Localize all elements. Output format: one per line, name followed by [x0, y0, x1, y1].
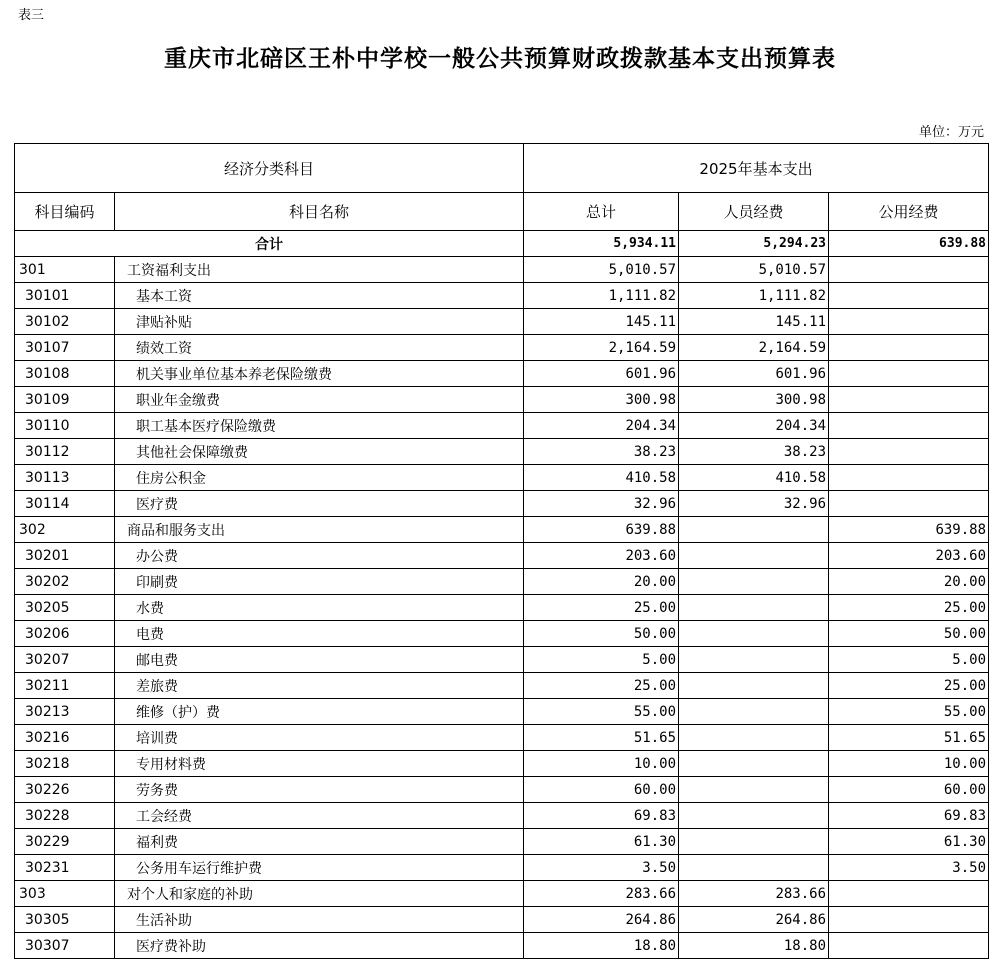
- row-public: 639.88: [829, 517, 989, 543]
- row-name: 工资福利支出: [115, 257, 524, 283]
- row-code: 30229: [15, 829, 115, 855]
- table-row: [15, 283, 989, 309]
- row-personnel: [679, 751, 829, 777]
- row-total: 283.66: [524, 881, 679, 907]
- row-personnel: [679, 725, 829, 751]
- row-public: 51.65: [829, 725, 989, 751]
- row-code: 30228: [15, 803, 115, 829]
- row-code: 30113: [15, 465, 115, 491]
- row-public: 20.00: [829, 569, 989, 595]
- row-total: 5,010.57: [524, 257, 679, 283]
- row-personnel: 38.23: [679, 439, 829, 465]
- row-personnel: 264.86: [679, 907, 829, 933]
- table-row: [15, 465, 989, 491]
- row-personnel: 145.11: [679, 309, 829, 335]
- row-name: 医疗费补助: [115, 933, 524, 959]
- row-code: 30205: [15, 595, 115, 621]
- table-row: [15, 543, 989, 569]
- row-personnel: 300.98: [679, 387, 829, 413]
- table-row: [15, 257, 989, 283]
- table-row: [15, 803, 989, 829]
- unit-label: 单位：万元: [918, 125, 984, 140]
- row-total: 1,111.82: [524, 283, 679, 309]
- row-name: 职业年金缴费: [115, 387, 524, 413]
- row-public: [829, 907, 989, 933]
- row-code: 30307: [15, 933, 115, 959]
- row-public: [829, 361, 989, 387]
- row-code: 30218: [15, 751, 115, 777]
- row-code: 30305: [15, 907, 115, 933]
- row-personnel: [679, 517, 829, 543]
- row-personnel: 601.96: [679, 361, 829, 387]
- budget-table: [14, 143, 989, 959]
- row-code: 30213: [15, 699, 115, 725]
- table-row: [15, 361, 989, 387]
- row-code: 30231: [15, 855, 115, 881]
- table-row: [15, 751, 989, 777]
- table-row: [15, 647, 989, 673]
- row-total: 3.50: [524, 855, 679, 881]
- table-row: [15, 491, 989, 517]
- row-public: 69.83: [829, 803, 989, 829]
- row-public: [829, 439, 989, 465]
- row-public: 25.00: [829, 673, 989, 699]
- row-public: [829, 283, 989, 309]
- row-code: 303: [15, 881, 115, 907]
- row-total: 51.65: [524, 725, 679, 751]
- header-row-columns: [15, 193, 989, 231]
- row-public: [829, 933, 989, 959]
- row-code: 30110: [15, 413, 115, 439]
- header-total: 总计: [524, 193, 679, 231]
- row-personnel: 2,164.59: [679, 335, 829, 361]
- table-row: [15, 595, 989, 621]
- header-name: 科目名称: [115, 193, 524, 231]
- row-total: 264.86: [524, 907, 679, 933]
- row-public: [829, 387, 989, 413]
- row-code: 30206: [15, 621, 115, 647]
- row-personnel: [679, 621, 829, 647]
- row-name: 生活补助: [115, 907, 524, 933]
- table-row: [15, 413, 989, 439]
- row-personnel: 204.34: [679, 413, 829, 439]
- row-code: 30107: [15, 335, 115, 361]
- row-personnel: 283.66: [679, 881, 829, 907]
- row-total: 50.00: [524, 621, 679, 647]
- row-total: 410.58: [524, 465, 679, 491]
- row-total: 32.96: [524, 491, 679, 517]
- row-total: 10.00: [524, 751, 679, 777]
- row-name: 住房公积金: [115, 465, 524, 491]
- row-public: 5.00: [829, 647, 989, 673]
- row-public: 60.00: [829, 777, 989, 803]
- row-public: 55.00: [829, 699, 989, 725]
- table-row: [15, 517, 989, 543]
- table-row: [15, 699, 989, 725]
- total-label: 合计: [15, 231, 524, 257]
- table-row: [15, 335, 989, 361]
- table-row: [15, 933, 989, 959]
- row-personnel: [679, 673, 829, 699]
- table-row: [15, 829, 989, 855]
- row-code: 30226: [15, 777, 115, 803]
- table-row: [15, 907, 989, 933]
- row-personnel: [679, 855, 829, 881]
- row-public: [829, 465, 989, 491]
- row-code: 30101: [15, 283, 115, 309]
- page-title: 重庆市北碚区王朴中学校一般公共预算财政拨款基本支出预算表: [164, 45, 836, 72]
- row-total: 5.00: [524, 647, 679, 673]
- row-public: [829, 309, 989, 335]
- row-public: [829, 335, 989, 361]
- table-row: [15, 569, 989, 595]
- table-row: [15, 309, 989, 335]
- row-name: 工会经费: [115, 803, 524, 829]
- row-public: 50.00: [829, 621, 989, 647]
- row-personnel: [679, 647, 829, 673]
- row-name: 机关事业单位基本养老保险缴费: [115, 361, 524, 387]
- header-code: 科目编码: [15, 193, 115, 231]
- table-number-label: 表三: [18, 8, 45, 23]
- header-personnel: 人员经费: [679, 193, 829, 231]
- row-public: 3.50: [829, 855, 989, 881]
- row-personnel: 18.80: [679, 933, 829, 959]
- header-basic-expenditure: 2025年基本支出: [524, 144, 989, 193]
- total-row: [15, 231, 989, 257]
- row-personnel: [679, 699, 829, 725]
- row-total: 25.00: [524, 595, 679, 621]
- row-personnel: [679, 777, 829, 803]
- row-name: 对个人和家庭的补助: [115, 881, 524, 907]
- row-total: 639.88: [524, 517, 679, 543]
- row-total: 203.60: [524, 543, 679, 569]
- row-code: 301: [15, 257, 115, 283]
- row-name: 其他社会保障缴费: [115, 439, 524, 465]
- row-name: 水费: [115, 595, 524, 621]
- row-code: 30201: [15, 543, 115, 569]
- row-personnel: 5,010.57: [679, 257, 829, 283]
- header-row-group: [15, 144, 989, 193]
- row-total: 300.98: [524, 387, 679, 413]
- row-name: 商品和服务支出: [115, 517, 524, 543]
- row-public: 25.00: [829, 595, 989, 621]
- total-personnel: 5,294.23: [679, 231, 829, 257]
- row-code: 30112: [15, 439, 115, 465]
- row-personnel: 410.58: [679, 465, 829, 491]
- total-public: 639.88: [829, 231, 989, 257]
- row-name: 劳务费: [115, 777, 524, 803]
- row-name: 办公费: [115, 543, 524, 569]
- table-row: [15, 855, 989, 881]
- row-total: 38.23: [524, 439, 679, 465]
- row-public: 10.00: [829, 751, 989, 777]
- row-name: 职工基本医疗保险缴费: [115, 413, 524, 439]
- row-public: [829, 413, 989, 439]
- row-public: [829, 491, 989, 517]
- row-name: 电费: [115, 621, 524, 647]
- row-public: 203.60: [829, 543, 989, 569]
- row-total: 61.30: [524, 829, 679, 855]
- row-personnel: [679, 543, 829, 569]
- row-code: 30216: [15, 725, 115, 751]
- row-code: 30202: [15, 569, 115, 595]
- row-name: 津贴补贴: [115, 309, 524, 335]
- row-personnel: 32.96: [679, 491, 829, 517]
- header-public: 公用经费: [829, 193, 989, 231]
- row-public: [829, 257, 989, 283]
- row-name: 绩效工资: [115, 335, 524, 361]
- row-total: 2,164.59: [524, 335, 679, 361]
- row-code: 30109: [15, 387, 115, 413]
- row-name: 邮电费: [115, 647, 524, 673]
- row-total: 601.96: [524, 361, 679, 387]
- row-code: 30114: [15, 491, 115, 517]
- table-row: [15, 387, 989, 413]
- table-row: [15, 439, 989, 465]
- row-name: 差旅费: [115, 673, 524, 699]
- row-total: 18.80: [524, 933, 679, 959]
- row-code: 30102: [15, 309, 115, 335]
- row-public: [829, 881, 989, 907]
- row-personnel: [679, 803, 829, 829]
- row-name: 印刷费: [115, 569, 524, 595]
- row-total: 204.34: [524, 413, 679, 439]
- table-row: [15, 881, 989, 907]
- row-code: 30108: [15, 361, 115, 387]
- total-total: 5,934.11: [524, 231, 679, 257]
- row-personnel: 1,111.82: [679, 283, 829, 309]
- row-code: 302: [15, 517, 115, 543]
- row-personnel: [679, 569, 829, 595]
- row-personnel: [679, 595, 829, 621]
- table-row: [15, 725, 989, 751]
- row-total: 20.00: [524, 569, 679, 595]
- row-name: 基本工资: [115, 283, 524, 309]
- row-name: 福利费: [115, 829, 524, 855]
- row-total: 25.00: [524, 673, 679, 699]
- row-total: 60.00: [524, 777, 679, 803]
- row-total: 69.83: [524, 803, 679, 829]
- table-row: [15, 621, 989, 647]
- row-personnel: [679, 829, 829, 855]
- row-name: 专用材料费: [115, 751, 524, 777]
- row-code: 30211: [15, 673, 115, 699]
- row-name: 公务用车运行维护费: [115, 855, 524, 881]
- table-row: [15, 673, 989, 699]
- header-economic-category: 经济分类科目: [15, 144, 524, 193]
- row-name: 医疗费: [115, 491, 524, 517]
- row-total: 145.11: [524, 309, 679, 335]
- table-row: [15, 777, 989, 803]
- row-public: 61.30: [829, 829, 989, 855]
- row-name: 培训费: [115, 725, 524, 751]
- row-code: 30207: [15, 647, 115, 673]
- row-name: 维修（护）费: [115, 699, 524, 725]
- row-total: 55.00: [524, 699, 679, 725]
